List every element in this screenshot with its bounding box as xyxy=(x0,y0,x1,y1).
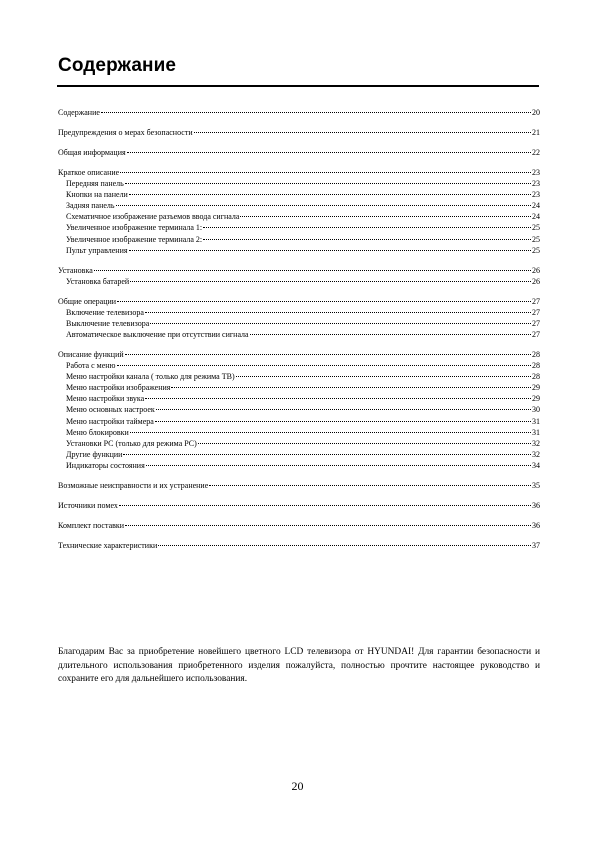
toc-subentry[interactable] xyxy=(58,318,540,329)
toc-dot-leader xyxy=(198,443,531,444)
intro-paragraph: Благодарим Вас за приобретение новейшего цветного LCD телевизора от HYUNDAI! Для гарантии безопасности и длительного использования приобретенного изделия пожалуйста, полностью прочтите настоящее руководство и сохраните его для дальнейшего использования. xyxy=(58,647,540,685)
toc-subentry[interactable] xyxy=(58,307,540,318)
toc-entry-page-number: 25 xyxy=(532,245,540,255)
toc-entry-title: Другие функции xyxy=(66,449,123,459)
toc-entry-title: Автоматическое выключение при отсутствии сигнала xyxy=(66,329,249,339)
toc-group xyxy=(58,520,540,531)
toc-group xyxy=(58,147,540,158)
toc-entry-title: Работа с меню xyxy=(66,361,116,371)
toc-entry-page-number: 25 xyxy=(532,223,540,233)
toc-entry-title: Выключение телевизора xyxy=(66,318,150,328)
toc-subentry[interactable] xyxy=(58,245,540,256)
toc-dot-leader xyxy=(119,505,531,506)
toc-entry-page-number: 30 xyxy=(532,405,540,415)
toc-entry-title: Установки РС (только для режима РС) xyxy=(66,438,197,448)
toc-dot-leader xyxy=(130,432,531,433)
toc-dot-leader xyxy=(155,421,531,422)
toc-entry-page-number: 26 xyxy=(532,265,540,275)
toc-entry[interactable] xyxy=(58,500,540,511)
toc-entry[interactable] xyxy=(58,167,540,178)
toc-entry-page-number: 27 xyxy=(532,318,540,328)
toc-dot-leader xyxy=(120,172,531,173)
toc-entry-title: Включение телевизора xyxy=(66,307,144,317)
toc-subentry[interactable] xyxy=(58,234,540,245)
toc-subentry[interactable] xyxy=(58,329,540,340)
toc-entry-page-number: 29 xyxy=(532,394,540,404)
toc-entry-title: Общая информация xyxy=(58,147,126,157)
toc-dot-leader xyxy=(117,301,531,302)
toc-dot-leader xyxy=(145,398,531,399)
toc-entry-title: Краткое описание xyxy=(58,167,120,177)
toc-subentry[interactable] xyxy=(58,382,540,393)
toc-entry[interactable] xyxy=(58,147,540,158)
toc-entry-page-number: 24 xyxy=(532,212,540,222)
toc-dot-leader xyxy=(94,270,531,271)
toc-entry-page-number: 35 xyxy=(532,480,540,490)
toc-entry-page-number: 36 xyxy=(532,520,540,530)
toc-dot-leader xyxy=(250,334,531,335)
toc-dot-leader xyxy=(194,132,531,133)
toc-group xyxy=(58,265,540,287)
toc-entry-page-number: 32 xyxy=(532,438,540,448)
toc-dot-leader xyxy=(236,376,531,377)
page-title: Содержание xyxy=(58,55,177,76)
toc-dot-leader xyxy=(209,485,531,486)
toc-entry-page-number: 34 xyxy=(532,460,540,470)
toc-entry-page-number: 24 xyxy=(532,201,540,211)
table-of-contents xyxy=(58,107,540,560)
toc-entry-page-number: 28 xyxy=(532,349,540,359)
toc-dot-leader xyxy=(146,465,531,466)
toc-entry[interactable] xyxy=(58,127,540,138)
toc-entry-page-number: 31 xyxy=(532,416,540,426)
toc-dot-leader xyxy=(203,227,531,228)
toc-entry-page-number: 26 xyxy=(532,276,540,286)
toc-entry-title: Меню настройки канала ( только для режима ТВ) xyxy=(66,372,235,382)
toc-group xyxy=(58,349,540,471)
toc-entry-title: Общие операции xyxy=(58,296,117,306)
toc-entry-page-number: 27 xyxy=(532,296,540,306)
toc-group xyxy=(58,500,540,511)
toc-entry-page-number: 22 xyxy=(532,147,540,157)
toc-dot-leader xyxy=(158,545,531,546)
toc-subentry[interactable] xyxy=(58,200,540,211)
toc-group xyxy=(58,480,540,491)
toc-entry-title: Содержание xyxy=(58,108,100,117)
toc-group xyxy=(58,107,540,118)
toc-entry-page-number: 23 xyxy=(532,179,540,189)
toc-entry[interactable] xyxy=(58,265,540,276)
toc-group xyxy=(58,296,540,340)
toc-dot-leader xyxy=(125,525,531,526)
toc-dot-leader xyxy=(125,354,531,355)
toc-entry-title: Меню основных настроек xyxy=(66,405,155,415)
toc-entry-page-number: 36 xyxy=(532,500,540,510)
toc-entry-page-number: 23 xyxy=(532,190,540,200)
toc-dot-leader xyxy=(145,312,531,313)
toc-entry-title: Увеличенное изображение терминала 1: xyxy=(66,223,203,233)
toc-entry-title: Меню блокировки xyxy=(66,427,129,437)
toc-entry-title: Передняя панель xyxy=(66,179,124,189)
toc-entry-page-number: 32 xyxy=(532,449,540,459)
toc-entry[interactable] xyxy=(58,480,540,491)
toc-subentry[interactable] xyxy=(58,211,540,222)
toc-entry-title: Описание функций xyxy=(58,349,124,359)
toc-entry-page-number: 21 xyxy=(532,127,540,137)
toc-dot-leader xyxy=(127,152,531,153)
toc-entry-page-number: 28 xyxy=(532,372,540,382)
toc-dot-leader xyxy=(117,365,531,366)
page-number: 20 xyxy=(291,779,304,793)
toc-subentry[interactable] xyxy=(58,404,540,415)
toc-subentry[interactable] xyxy=(58,438,540,449)
toc-entry[interactable] xyxy=(58,349,540,360)
toc-entry-page-number: 27 xyxy=(532,329,540,339)
toc-entry[interactable] xyxy=(58,520,540,531)
toc-entry-title: Меню настройки звука xyxy=(66,394,145,404)
toc-entry-title: Индикаторы состояния xyxy=(66,460,145,470)
toc-group xyxy=(58,540,540,551)
toc-entry-title: Комплект поставки xyxy=(58,520,125,530)
toc-entry-page-number: 29 xyxy=(532,383,540,393)
toc-entry-title: Пульт управления xyxy=(66,245,128,255)
toc-entry-title: Увеличенное изображение терминала 2: xyxy=(66,234,203,244)
toc-dot-leader xyxy=(171,387,531,388)
toc-entry-page-number: 23 xyxy=(532,167,540,177)
toc-subentry[interactable] xyxy=(58,393,540,404)
toc-entry-title: Предупреждения о мерах безопасности xyxy=(58,127,193,137)
toc-dot-leader xyxy=(156,409,531,410)
toc-subentry[interactable] xyxy=(58,178,540,189)
toc-entry-title: Возможные неисправности и их устранение xyxy=(58,480,209,490)
toc-subentry[interactable] xyxy=(58,416,540,427)
toc-entry-page-number: 28 xyxy=(532,361,540,371)
toc-entry-title: Установка батарей xyxy=(66,276,130,286)
toc-subentry[interactable] xyxy=(58,371,540,382)
toc-entry-page-number: 20 xyxy=(532,108,540,117)
toc-entry-page-number: 37 xyxy=(532,540,540,550)
toc-subentry[interactable] xyxy=(58,276,540,287)
toc-dot-leader xyxy=(129,194,531,195)
toc-dot-leader xyxy=(240,216,531,217)
toc-subentry[interactable] xyxy=(58,360,540,371)
toc-entry-title: Установка xyxy=(58,265,93,275)
toc-subentry[interactable] xyxy=(58,460,540,471)
toc-dot-leader xyxy=(116,205,531,206)
toc-entry-title: Технические характеристики xyxy=(58,540,158,550)
toc-dot-leader xyxy=(123,454,531,455)
toc-entry-title: Задняя панель xyxy=(66,201,115,211)
toc-dot-leader xyxy=(130,281,531,282)
toc-entry-page-number: 27 xyxy=(532,307,540,317)
toc-dot-leader xyxy=(129,250,531,251)
toc-dot-leader xyxy=(150,323,531,324)
toc-dot-leader xyxy=(203,239,531,240)
toc-entry-title: Кнопки на панели xyxy=(66,190,128,200)
toc-entry-page-number: 25 xyxy=(532,234,540,244)
toc-entry-title: Источники помех xyxy=(58,500,118,510)
toc-entry-title: Меню настройки изображения xyxy=(66,383,171,393)
toc-entry[interactable] xyxy=(58,107,540,118)
title-underline xyxy=(57,85,539,87)
toc-group xyxy=(58,127,540,138)
toc-dot-leader xyxy=(125,183,531,184)
toc-subentry[interactable] xyxy=(58,449,540,460)
toc-entry-page-number: 31 xyxy=(532,427,540,437)
toc-dot-leader xyxy=(101,112,531,113)
toc-subentry[interactable] xyxy=(58,427,540,438)
toc-entry[interactable] xyxy=(58,540,540,551)
toc-subentry[interactable] xyxy=(58,189,540,200)
toc-entry-title: Схематичное изображение разъемов ввода сигнала xyxy=(66,212,240,222)
toc-entry-title: Меню настройки таймера xyxy=(66,416,154,426)
toc-subentry[interactable] xyxy=(58,222,540,233)
toc-entry[interactable] xyxy=(58,296,540,307)
toc-group xyxy=(58,167,540,256)
